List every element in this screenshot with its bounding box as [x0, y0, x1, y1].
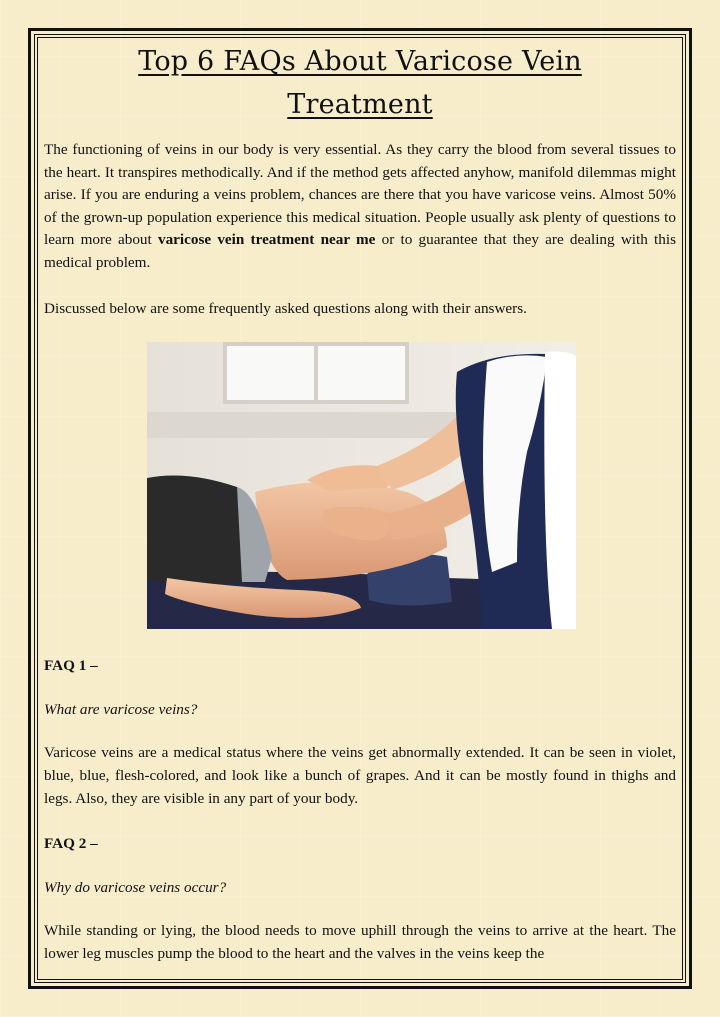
intro-paragraph [44, 139, 676, 275]
title-line-2: Treatment [287, 89, 433, 120]
intro-text-before: The functioning of veins in our body is very essential. As they carry the blood from several tissues to the heart. It transpires methodically. And if the method gets affected anyhow, manifold dilemmas might arise. If you are enduring a veins problem, chances are there that you have varicose veins. Almost 50% of the grown-up population experience this medical situation. People usually ask plenty of questions to learn more about [44, 141, 676, 249]
faq-1-heading: FAQ 1 – [44, 657, 98, 675]
faq-2-heading: FAQ 2 – [44, 835, 98, 853]
document-title [44, 40, 676, 126]
varicose-vein-treatment-link[interactable]: varicose vein treatment near me [157, 231, 376, 249]
title-line-1: Top 6 FAQs About Varicose Vein [138, 46, 582, 77]
faq-2-answer: While standing or lying, the blood needs to move uphill through the veins to arrive at the heart. The lower leg muscles pump the blood to the heart and the valves in the veins keep the [44, 922, 676, 962]
massage-treatment-photo [147, 342, 576, 629]
faq-1-answer: Varicose veins are a medical status where the veins get abnormally extended. It can be seen in violet, blue, blue, flesh-colored, and look like a bunch of grapes. And it can be mostly found in thighs and legs. Also, they are visible in any part of your body. [44, 744, 676, 807]
faq-2-question: Why do varicose veins occur? [44, 878, 227, 896]
faq-1-question: What are varicose veins? [44, 700, 198, 718]
intro-text-after: or to guarantee that they are dealing with this medical problem. [44, 231, 676, 271]
discussed-paragraph: Discussed below are some frequently asked questions along with their answers. [44, 299, 527, 317]
document-body [44, 40, 676, 966]
